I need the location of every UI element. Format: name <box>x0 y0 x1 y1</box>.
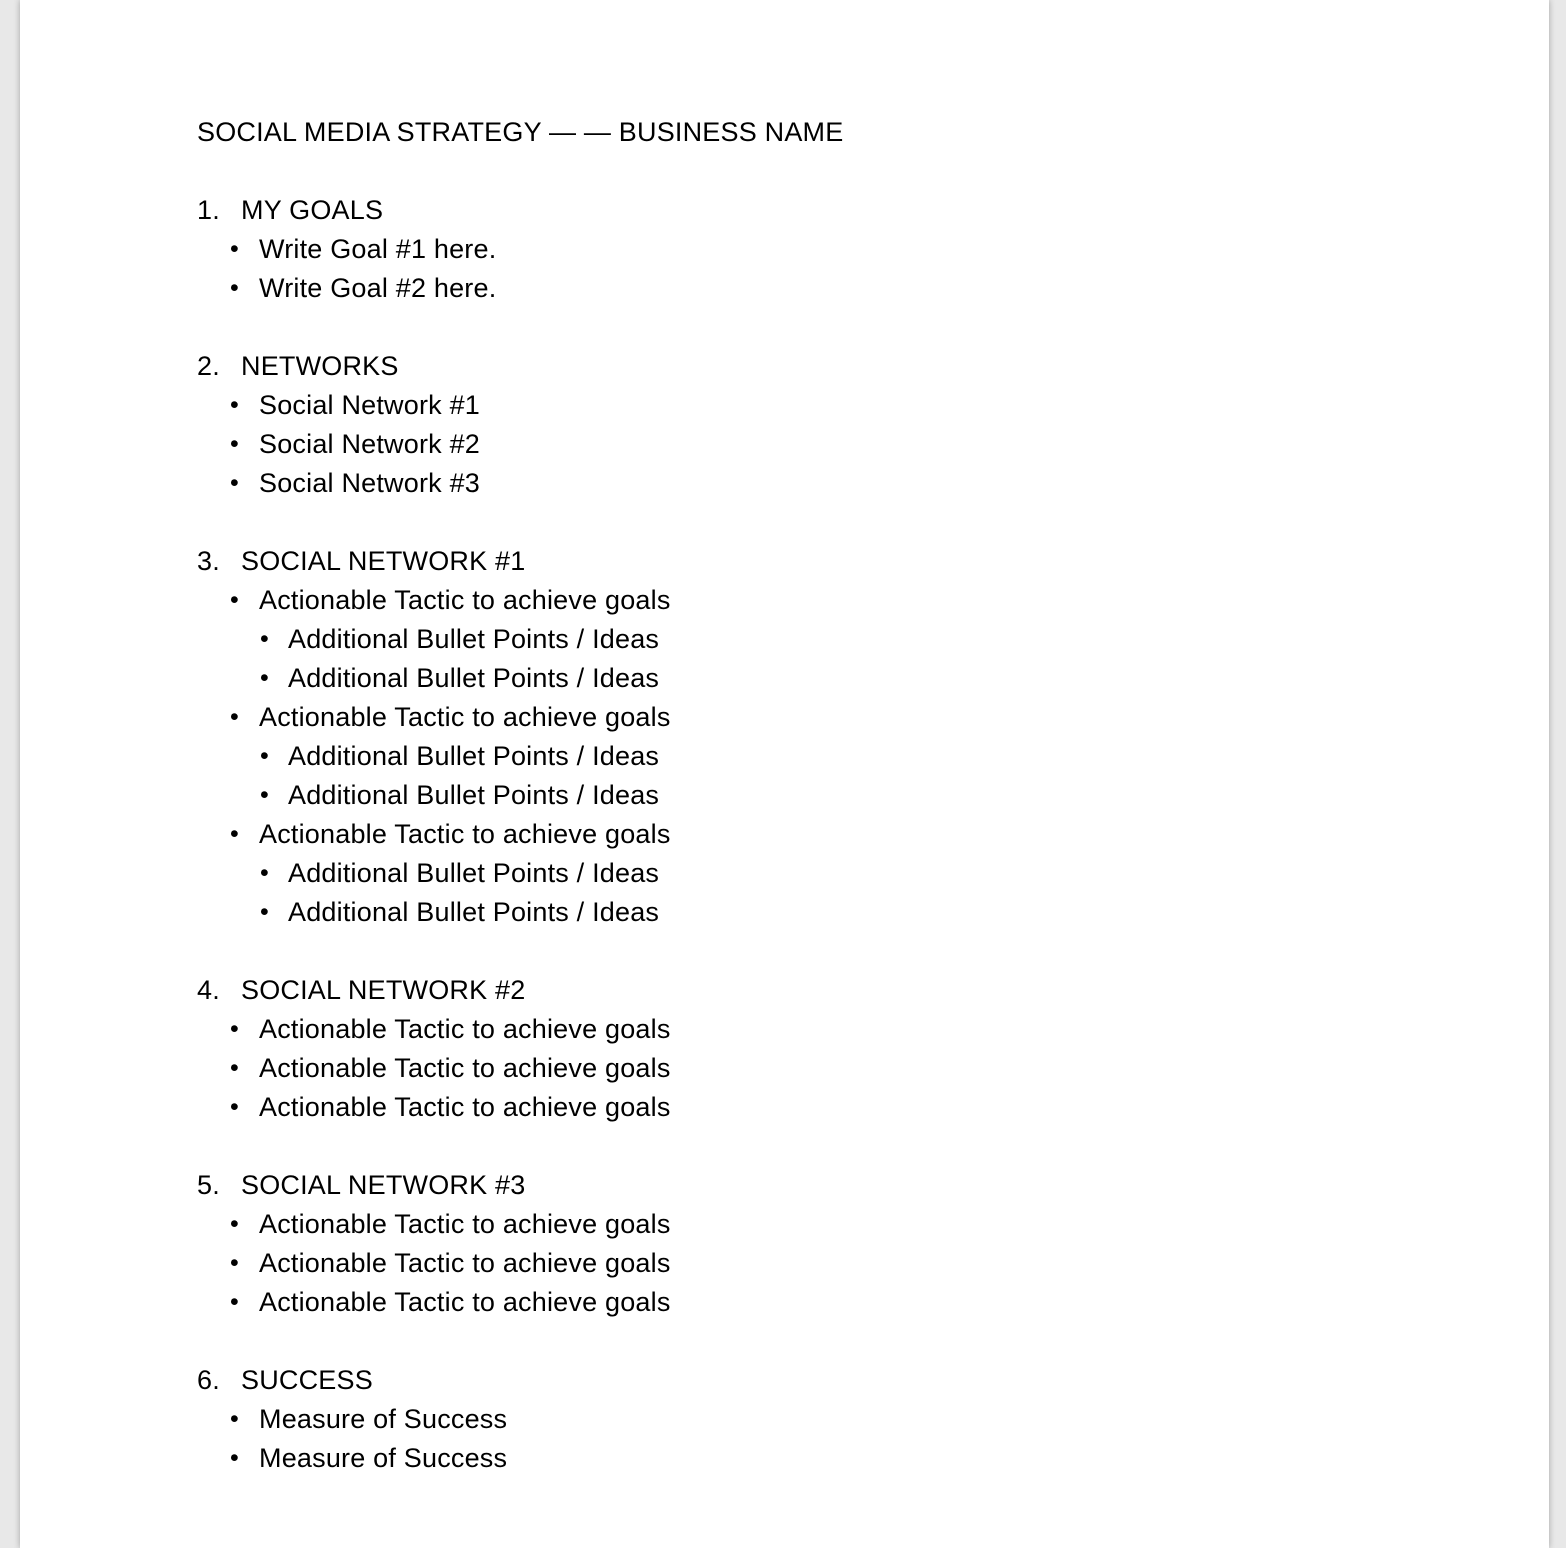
bullet-icon: • <box>230 1054 239 1082</box>
section-items <box>197 230 1489 308</box>
list-item-text: Additional Bullet Points / Ideas <box>288 897 660 927</box>
list-item-text: Additional Bullet Points / Ideas <box>288 624 660 654</box>
outline-sections <box>197 191 1489 1478</box>
section-heading-row <box>197 971 1489 1010</box>
bullet-icon: • <box>230 1405 239 1433</box>
bullet-icon: • <box>230 1444 239 1472</box>
outline-section <box>197 971 1489 1127</box>
bullet-icon: • <box>260 781 269 809</box>
section-number: 2. <box>197 351 220 381</box>
list-item-text: Measure of Success <box>259 1404 508 1434</box>
bullet-icon: • <box>230 703 239 731</box>
list-item <box>197 1283 1489 1322</box>
list-item <box>197 893 1489 932</box>
section-number: 5. <box>197 1170 220 1200</box>
list-item-text: Measure of Success <box>259 1443 508 1473</box>
bullet-icon: • <box>230 1249 239 1277</box>
list-item <box>197 620 1489 659</box>
list-item <box>197 386 1489 425</box>
list-item-text: Additional Bullet Points / Ideas <box>288 741 660 771</box>
list-item <box>197 581 1489 620</box>
list-item <box>197 659 1489 698</box>
section-heading: NETWORKS <box>241 351 399 381</box>
list-item <box>197 464 1489 503</box>
list-item <box>197 230 1489 269</box>
bullet-icon: • <box>230 1015 239 1043</box>
section-heading-row <box>197 347 1489 386</box>
list-item-text: Social Network #1 <box>259 390 480 420</box>
list-item-text: Write Goal #1 here. <box>259 234 497 264</box>
document-title: SOCIAL MEDIA STRATEGY — — BUSINESS NAME <box>197 117 844 147</box>
list-item <box>197 1244 1489 1283</box>
list-item <box>197 1088 1489 1127</box>
bullet-icon: • <box>230 391 239 419</box>
section-heading: SOCIAL NETWORK #2 <box>241 975 526 1005</box>
list-item-text: Actionable Tactic to achieve goals <box>259 585 671 615</box>
list-item <box>197 1049 1489 1088</box>
bullet-icon: • <box>260 625 269 653</box>
section-items <box>197 581 1489 932</box>
section-heading-row <box>197 542 1489 581</box>
section-heading: MY GOALS <box>241 195 384 225</box>
section-heading: SUCCESS <box>241 1365 373 1395</box>
section-heading: SOCIAL NETWORK #3 <box>241 1170 526 1200</box>
bullet-icon: • <box>230 235 239 263</box>
bullet-icon: • <box>230 274 239 302</box>
list-item-text: Additional Bullet Points / Ideas <box>288 858 660 888</box>
list-item <box>197 815 1489 854</box>
list-item-text: Additional Bullet Points / Ideas <box>288 780 660 810</box>
list-item <box>197 425 1489 464</box>
list-item-text: Actionable Tactic to achieve goals <box>259 819 671 849</box>
outline-section <box>197 347 1489 503</box>
list-item-text: Actionable Tactic to achieve goals <box>259 1014 671 1044</box>
bullet-icon: • <box>230 586 239 614</box>
bullet-icon: • <box>260 742 269 770</box>
bullet-icon: • <box>260 859 269 887</box>
bullet-icon: • <box>230 820 239 848</box>
list-item-text: Actionable Tactic to achieve goals <box>259 1248 671 1278</box>
section-items <box>197 1400 1489 1478</box>
list-item <box>197 776 1489 815</box>
list-item <box>197 1010 1489 1049</box>
bullet-icon: • <box>230 430 239 458</box>
outline-section <box>197 191 1489 308</box>
section-heading-row <box>197 1361 1489 1400</box>
section-number: 3. <box>197 546 220 576</box>
list-item <box>197 1439 1489 1478</box>
bullet-icon: • <box>260 898 269 926</box>
bullet-icon: • <box>230 1210 239 1238</box>
section-items <box>197 1205 1489 1322</box>
section-number: 4. <box>197 975 220 1005</box>
list-item <box>197 854 1489 893</box>
section-heading-row <box>197 191 1489 230</box>
document-content <box>20 0 1549 1478</box>
list-item <box>197 1400 1489 1439</box>
list-item-text: Actionable Tactic to achieve goals <box>259 1287 671 1317</box>
section-number: 6. <box>197 1365 220 1395</box>
list-item-text: Additional Bullet Points / Ideas <box>288 663 660 693</box>
outline-section <box>197 1361 1489 1478</box>
section-items <box>197 1010 1489 1127</box>
list-item-text: Actionable Tactic to achieve goals <box>259 1053 671 1083</box>
document-page <box>20 0 1549 1548</box>
list-item <box>197 737 1489 776</box>
list-item-text: Actionable Tactic to achieve goals <box>259 1209 671 1239</box>
bullet-icon: • <box>230 1288 239 1316</box>
list-item-text: Actionable Tactic to achieve goals <box>259 702 671 732</box>
list-item <box>197 1205 1489 1244</box>
bullet-icon: • <box>230 1093 239 1121</box>
section-number: 1. <box>197 195 220 225</box>
list-item <box>197 698 1489 737</box>
section-heading: SOCIAL NETWORK #1 <box>241 546 526 576</box>
bullet-icon: • <box>230 469 239 497</box>
outline-section <box>197 542 1489 932</box>
outline-section <box>197 1166 1489 1322</box>
list-item-text: Write Goal #2 here. <box>259 273 497 303</box>
list-item <box>197 269 1489 308</box>
section-heading-row <box>197 1166 1489 1205</box>
bullet-icon: • <box>260 664 269 692</box>
list-item-text: Actionable Tactic to achieve goals <box>259 1092 671 1122</box>
section-items <box>197 386 1489 503</box>
list-item-text: Social Network #2 <box>259 429 480 459</box>
list-item-text: Social Network #3 <box>259 468 480 498</box>
